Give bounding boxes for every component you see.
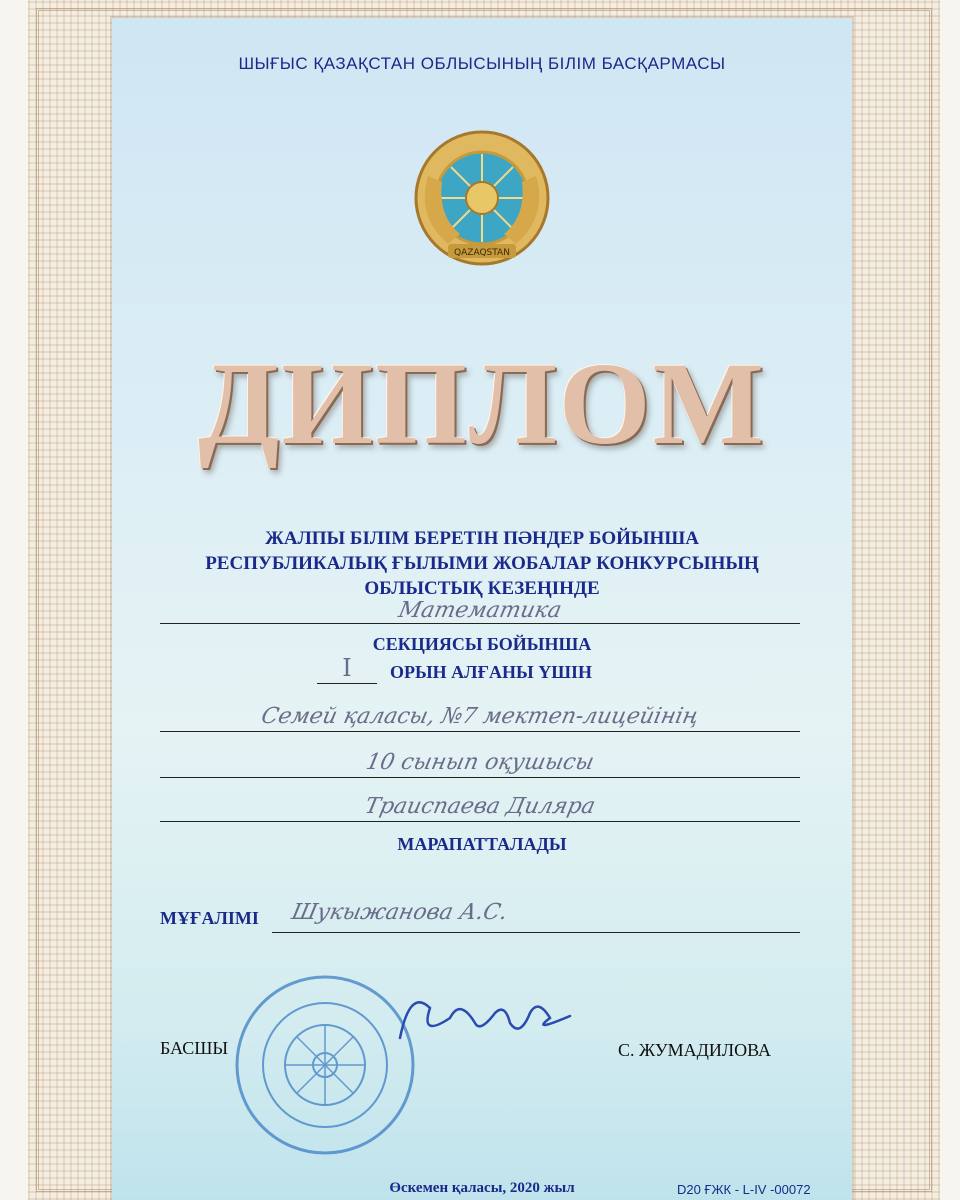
- state-emblem-icon: [408, 126, 556, 276]
- competition-line-2: РЕСПУБЛИКАЛЫҚ ҒЫЛЫМИ ЖОБАЛАР КОНКУРСЫНЫҢ: [205, 553, 759, 574]
- recipient-line-2: 10 сынып оқушысы: [363, 750, 597, 775]
- section-label: СЕКЦИЯСЫ БОЙЫНША: [372, 634, 592, 654]
- competition-line-1: ЖАЛПЫ БІЛІМ БЕРЕТІН ПӘНДЕР БОЙЫНША: [265, 528, 699, 549]
- teacher-label: МҰҒАЛІМІ: [160, 908, 259, 928]
- awarded-label: МАРАПАТТАЛАДЫ: [397, 834, 567, 854]
- competition-line-3: ОБЛЫСТЫҚ КЕЗЕҢІНДЕ: [364, 578, 600, 599]
- section-value: Математика: [396, 598, 564, 623]
- diploma-panel: [112, 18, 852, 1200]
- recipient-line-1: Семей қаласы, №7 мектеп-лицейінің: [258, 704, 702, 729]
- teacher-underline: [272, 932, 800, 933]
- signature-icon: [380, 978, 580, 1068]
- place-value: I: [342, 654, 352, 682]
- place-label: ОРЫН АЛҒАНЫ ҮШІН: [390, 662, 592, 682]
- section-underline: [160, 623, 800, 624]
- place-underline: [317, 683, 377, 684]
- recipient-underline-3: [160, 821, 800, 822]
- issuing-authority: ШЫҒЫС ҚАЗАҚСТАН ОБЛЫСЫНЫҢ БІЛІМ БАСҚАРМАСЫ: [238, 54, 726, 73]
- recipient-underline-2: [160, 777, 800, 778]
- document-title: ДИПЛОМ: [198, 338, 766, 469]
- recipient-name: Траиспаева Диляра: [362, 794, 598, 819]
- recipient-underline-1: [160, 731, 800, 732]
- serial-code: D20 ҒЖК - L-IV -00072: [677, 1182, 811, 1197]
- emblem-caption: QAZAQSTAN: [454, 248, 510, 258]
- teacher-name: Шукыжанова А.С.: [289, 900, 510, 925]
- head-name: С. ЖУМАДИЛОВА: [618, 1040, 771, 1060]
- city-year: Өскемен қаласы, 2020 жыл: [389, 1180, 575, 1196]
- head-label: БАСШЫ: [160, 1038, 229, 1058]
